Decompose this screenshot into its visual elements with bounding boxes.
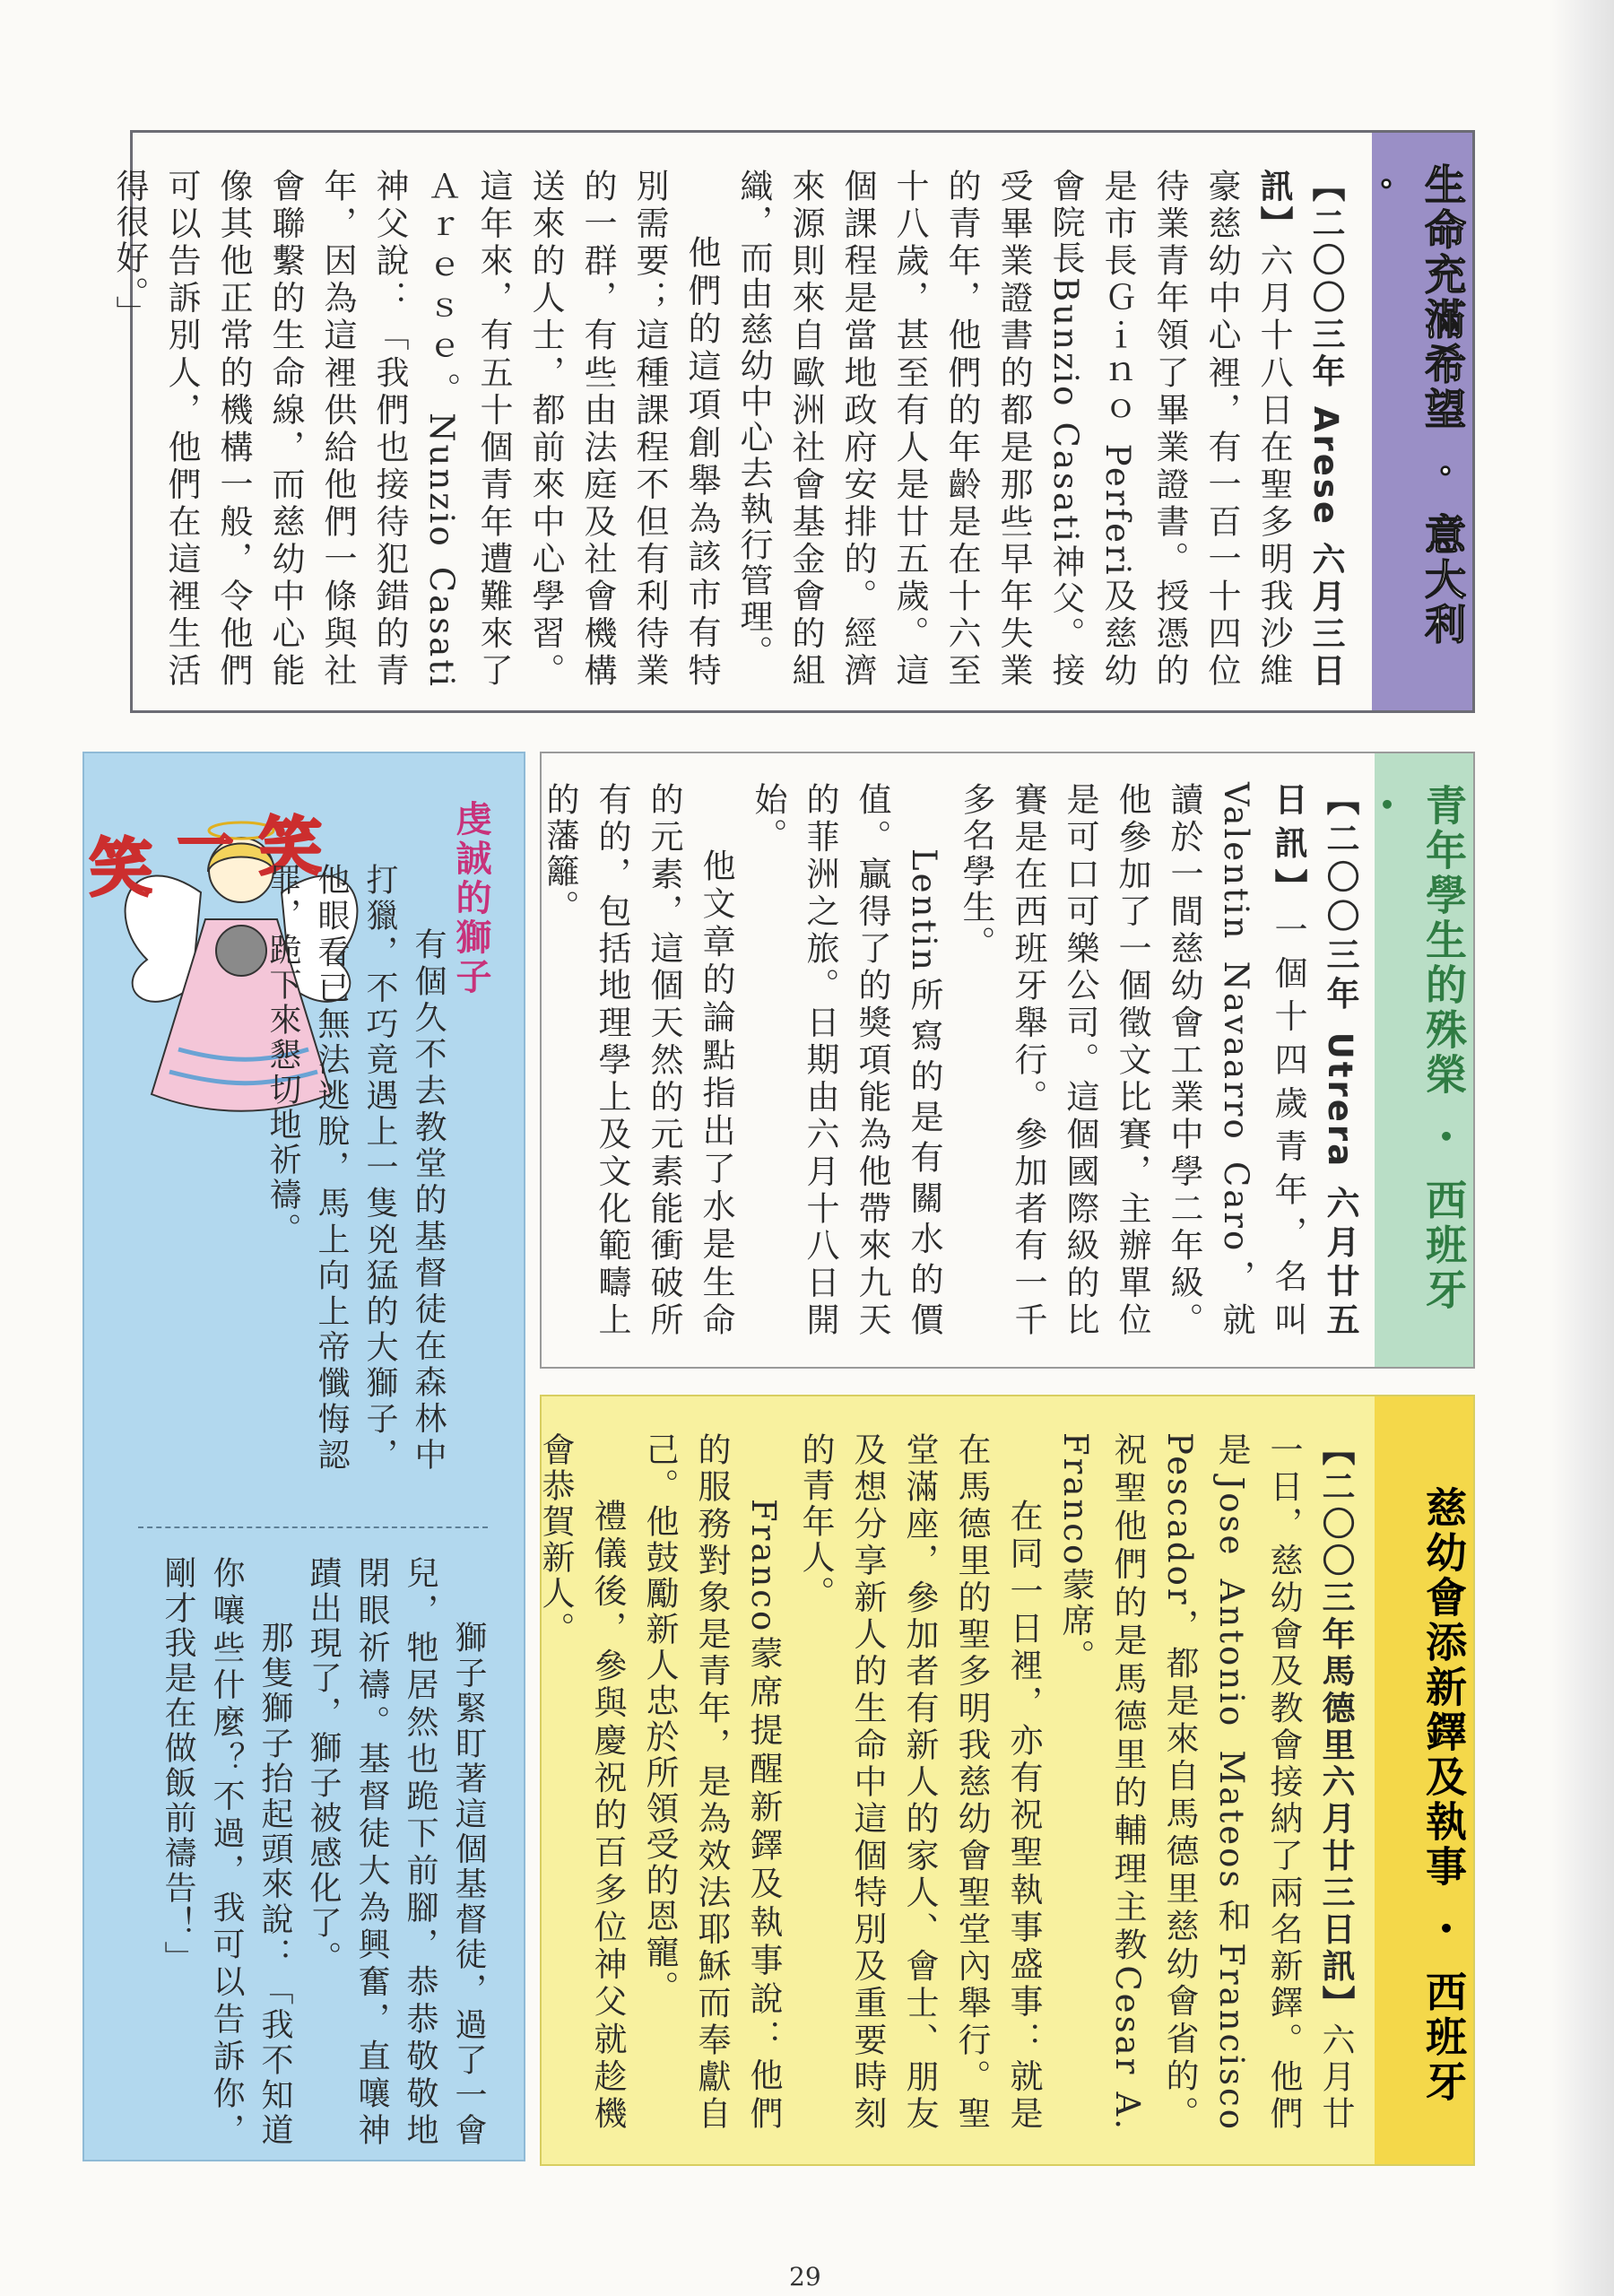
article-body [541,782,1366,1338]
dashed-divider [138,1526,488,1528]
header-char: 一 [178,812,234,877]
paragraph: 禮儀後，參與慶祝的百多位神父就趁機會恭賀新人。 [536,1432,627,2132]
page-number: 29 [789,2262,821,2292]
paragraph: 一個十四歲青年，名叫Valentin Navaarro Caro，就讀於一間慈幼會工業中學二年級。他參加了一個徵文比賽，主辦單位是可口可樂公司。這個國際級的比賽是在西班牙舉行。參加者有一千多名學生。 [957,782,1307,1338]
joke-part-1 [39,863,452,1473]
article-spain-student [540,752,1475,1369]
article-italy [110,130,1475,713]
dateline: 【二〇〇三年 Utrera 六月廿五日訊】 [1269,782,1359,1338]
paragraph: 六月廿一日，慈幼會及教會接納了兩名新鐸。他們是Jose Antonio Mateos和Francisco Pescador，都是來自馬德里慈幼會省的。祝聖他們的是馬德里的輔理主教Cesar A. Franco蒙席。 [1056,1432,1355,2133]
paragraph: 有個久不去教堂的基督徒在森林中打獵，不巧竟遇上一隻兇猛的大獅子，他眼看已無法逃脫，馬上向上帝懺悔認罪，跪下來懇切地祈禱。 [265,863,447,1473]
paragraph: 六月十八日在聖多明我沙維豪慈幼中心裡，有一百一十四位待業青年領了畢業證書。授憑的是市長Ｇｉｎｏ Perferi及慈幼會院長Bunzio Casati神父。接受畢業證書的都是那些早年失業的青年，他們的年齡是在十六至十八歲，甚至有人是廿五歲。這個課程是當地政府安排的。經濟來源則來自歐洲社會基金會的組織，而由慈幼中心去執行管理。 [734,169,1293,690]
scan-edge-shadow [1551,0,1614,2296]
header-char: 笑 [259,809,322,883]
paragraph: Franco蒙席提醒新鐸及執事說：他們的服務對象是青年，是為效法耶穌而奉獻自己。他鼓勵新人忠於所領受的恩寵。 [640,1432,783,2132]
joke-title: 虔誠的獅子 [450,800,491,997]
article-title: 生命充滿希望 ・ 意大利 ・ [1372,133,1472,710]
joke-part-2 [80,1556,492,2148]
dateline: 【二〇〇三年 Arese 六月三日訊】 [1254,169,1345,689]
article-spain-ordination [536,1395,1475,2166]
paragraph: 他文章的論點指出了水是生命的元素，這個天然的元素能衝破所有的，包括地理學上及文化範疇上的藩籬。 [541,782,735,1338]
article-body [536,1432,1361,2133]
paragraph: 那隻獅子抬起頭來說：「我不知道你嚷些什麼？不過，我可以告訴你，剛才我是在做飯前禱告！」 [160,1556,293,2148]
paragraph: 獅子緊盯著這個基督徒，過了一會兒，牠居然也跪下前腳，恭恭敬敬地閉眼祈禱。基督徒大為興奮，直嚷神蹟出現了，獅子被感化了。 [305,1556,487,2148]
paragraph: Lentin所寫的是有關水的價值。贏得了的獎項能為他帶來九天的菲洲之旅。日期由六月十八日開始。 [749,782,943,1338]
paragraph: 他們的這項創舉為該市有特別需要；這種課程不但有利待業的一群，有些由法庭及社會機構送來的人士，都前來中心學習。這年來，有五十個青年遭難來了Ａｒｅｓｅ。Nunzio Casati神父說：「我們也接待犯錯的青年，因為這裡供給他們一條與社會聯繫的生命線，而慈幼中心能像其他正常的機構一般，令他們可以告訴別人，他們在這裡生活得很好。」 [110,169,721,689]
dateline: 【二〇〇三年馬德里六月廿三日訊】 [1316,1432,1355,2022]
paragraph: 在同一日裡，亦有祝聖執事盛事：就是在馬德里的聖多明我慈幼會聖堂內舉行。聖堂滿座，參加者有新人的家人、會士、朋友及想分享新人的生命中這個特別及重要時刻的青年人。 [796,1432,1043,2132]
article-title: 慈幼會添新鐸及執事 ・ 西班牙 [1375,1396,1473,2164]
joke-box [82,752,525,2161]
article-body [110,169,1351,690]
header-char: 笑 [90,831,152,905]
article-title: 青年學生的殊榮 ・ 西班牙 ・ [1375,753,1473,1367]
